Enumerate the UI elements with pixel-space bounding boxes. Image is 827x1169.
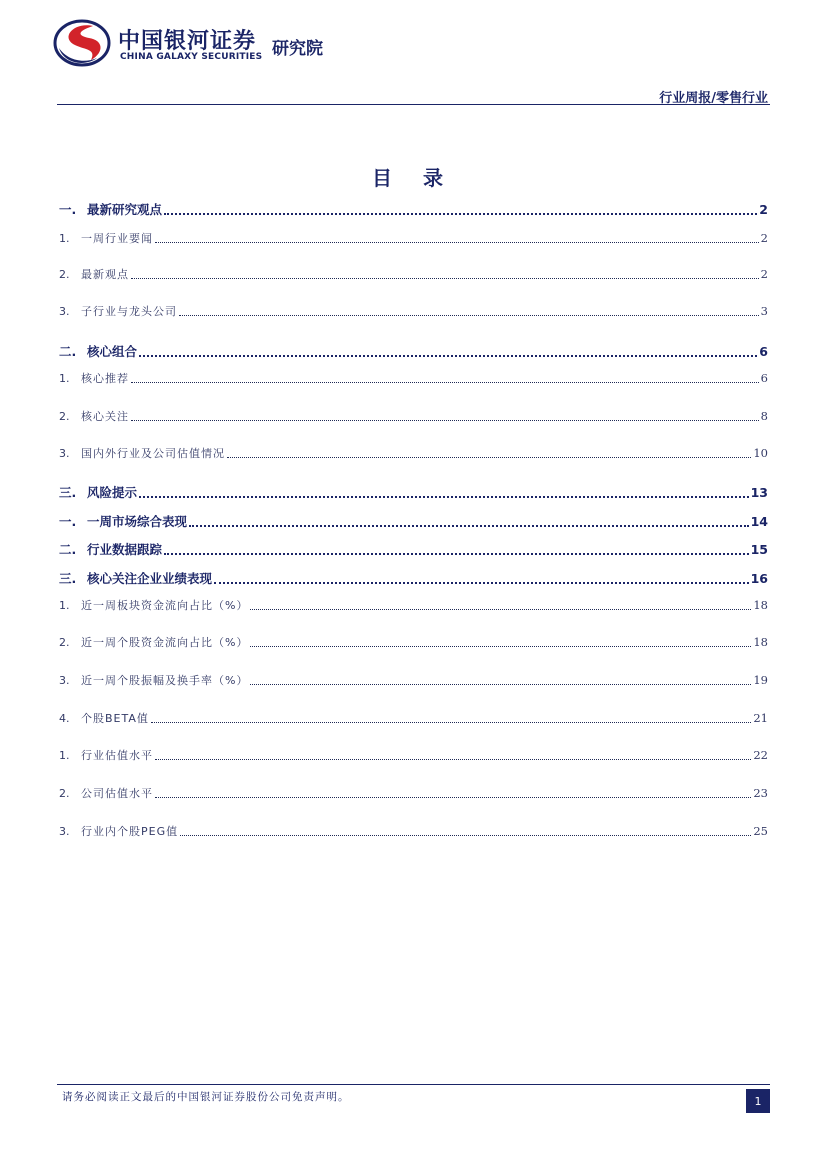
- report-type-label: 行业周报/零售行业: [659, 91, 768, 106]
- toc-entry-number: 1.: [59, 749, 70, 762]
- toc-entry-number: 2.: [59, 787, 70, 800]
- toc-entry-text: 核心推荐: [81, 372, 129, 385]
- toc-entry-title: [59, 785, 153, 801]
- toc-entry-page: 19: [753, 673, 768, 687]
- toc-entry-title: [59, 672, 248, 688]
- toc-entry-number: 3.: [59, 447, 70, 460]
- toc-entry-number: 3.: [59, 674, 70, 687]
- toc-entry-number: 一.: [59, 514, 77, 529]
- toc-leader-dots: [131, 419, 759, 421]
- toc-leader-dots: [155, 758, 751, 760]
- footer-divider: [57, 1084, 770, 1085]
- page-number-badge: 1: [746, 1089, 770, 1113]
- toc-entry-title: [59, 634, 248, 650]
- toc-entry[interactable]: [59, 230, 768, 246]
- toc-entry-text: 核心关注: [81, 410, 129, 423]
- toc-entry[interactable]: [59, 512, 768, 530]
- toc-entry-title: [59, 483, 137, 501]
- toc-entry-title: [59, 597, 248, 613]
- toc-entry[interactable]: [59, 747, 768, 763]
- toc-entry-text: 行业估值水平: [81, 749, 153, 762]
- toc-entry-number: 3.: [59, 825, 70, 838]
- toc-entry-number: 3.: [59, 305, 70, 318]
- toc-entry[interactable]: [59, 342, 768, 360]
- toc-entry-text: 最新观点: [81, 268, 129, 281]
- toc-leader-dots: [131, 381, 759, 383]
- toc-entry-title: [59, 540, 162, 558]
- toc-entry-title: [59, 445, 225, 461]
- toc-entry-text: 近一周个股振幅及换手率（%）: [81, 674, 249, 687]
- toc-leader-dots: [250, 645, 751, 647]
- toc-entry-page: 6: [760, 371, 768, 385]
- toc-entry-text: 国内外行业及公司估值情况: [81, 447, 225, 460]
- toc-entry-page: 6: [759, 344, 768, 359]
- toc-entry-text: 一周行业要闻: [81, 232, 153, 245]
- toc-entry-text: 最新研究观点: [87, 202, 163, 217]
- toc-entry-page: 23: [753, 786, 768, 800]
- toc-entry[interactable]: [59, 445, 768, 461]
- toc-entry-number: 2.: [59, 268, 70, 281]
- toc-entry-text: 行业内个股PEG值: [81, 825, 179, 838]
- toc-entry[interactable]: [59, 370, 768, 386]
- toc-entry-title: [59, 823, 178, 839]
- toc-entry-page: 15: [750, 542, 768, 557]
- toc-entry-page: 10: [753, 446, 768, 460]
- toc-leader-dots: [131, 277, 759, 279]
- toc-entry-text: 近一周个股资金流向占比（%）: [81, 636, 249, 649]
- toc-entry-page: 18: [753, 598, 768, 612]
- toc-leader-dots: [164, 212, 757, 215]
- toc-entry-number: 1.: [59, 372, 70, 385]
- toc-entry-page: 21: [753, 711, 768, 725]
- toc-entry-page: 3: [760, 304, 768, 318]
- toc-entry[interactable]: [59, 408, 768, 424]
- toc-entry-text: 个股BETA值: [81, 712, 149, 725]
- toc-leader-dots: [250, 608, 751, 610]
- toc-entry-title: [59, 747, 153, 763]
- toc-entry-title: [59, 342, 137, 360]
- toc-entry-number: 三.: [59, 571, 77, 586]
- toc-leader-dots: [180, 834, 751, 836]
- toc-entry-number: 1.: [59, 232, 70, 245]
- toc-leader-dots: [227, 456, 751, 458]
- toc-entry[interactable]: [59, 710, 768, 726]
- toc-leader-dots: [139, 354, 757, 357]
- toc-entry[interactable]: [59, 785, 768, 801]
- toc-entry-title: [59, 200, 162, 218]
- toc-entry-text: 一周市场综合表现: [87, 514, 188, 529]
- toc-entry-number: 2.: [59, 410, 70, 423]
- toc-entry-number: 1.: [59, 599, 70, 612]
- toc-entry-number: 二.: [59, 344, 77, 359]
- toc-entry[interactable]: [59, 200, 768, 218]
- toc-leader-dots: [155, 241, 759, 243]
- toc-entry[interactable]: [59, 266, 768, 282]
- toc-entry-text: 公司估值水平: [81, 787, 153, 800]
- toc-entry-page: 2: [759, 202, 768, 217]
- toc-entry-title: [59, 230, 153, 246]
- toc-entry-number: 2.: [59, 636, 70, 649]
- toc-entry-title: [59, 408, 129, 424]
- toc-leader-dots: [250, 683, 751, 685]
- toc-entry-text: 风险提示: [87, 485, 138, 500]
- toc-entry[interactable]: [59, 483, 768, 501]
- toc-leader-dots: [155, 796, 751, 798]
- toc-entry-page: 16: [750, 571, 768, 586]
- toc-entry[interactable]: [59, 569, 768, 587]
- toc-entry-page: 8: [760, 409, 768, 423]
- toc-leader-dots: [139, 495, 749, 498]
- toc-entry[interactable]: [59, 303, 768, 319]
- toc-entry-text: 近一周板块资金流向占比（%）: [81, 599, 249, 612]
- toc-entry[interactable]: [59, 823, 768, 839]
- toc-entry[interactable]: [59, 672, 768, 688]
- toc-entry-page: 13: [750, 485, 768, 500]
- institute-label: 研究院: [272, 39, 323, 59]
- toc-entry-text: 核心组合: [87, 344, 138, 359]
- toc-entry[interactable]: [59, 597, 768, 613]
- toc-entry-title: [59, 512, 187, 530]
- toc-entry-text: 行业数据跟踪: [87, 542, 163, 557]
- toc-title: 目 录: [372, 166, 455, 190]
- toc-entry-text: 核心关注企业业绩表现: [87, 571, 213, 586]
- toc-entry-title: [59, 370, 129, 386]
- toc-entry-number: 4.: [59, 712, 70, 725]
- toc-leader-dots: [214, 581, 749, 584]
- toc-entry-title: [59, 266, 129, 282]
- toc-entry-page: 2: [760, 231, 768, 245]
- toc-leader-dots: [189, 524, 749, 527]
- toc-entry-number: 三.: [59, 485, 77, 500]
- header-divider: [57, 104, 770, 105]
- toc-entry-page: 22: [753, 748, 768, 762]
- disclaimer-text: 请务必阅读正文最后的中国银河证券股份公司免责声明。: [62, 1091, 350, 1103]
- toc-leader-dots: [151, 721, 751, 723]
- toc-entry-page: 2: [760, 267, 768, 281]
- toc-entry-title: [59, 710, 149, 726]
- toc-entry-page: 25: [753, 824, 768, 838]
- toc-entry-number: 一.: [59, 202, 77, 217]
- toc-leader-dots: [164, 552, 749, 555]
- toc-entry-page: 14: [750, 514, 768, 529]
- toc-entry-number: 二.: [59, 542, 77, 557]
- toc-entry-title: [59, 569, 212, 587]
- toc-entry[interactable]: [59, 540, 768, 558]
- toc-entry-page: 18: [753, 635, 768, 649]
- toc-entry[interactable]: [59, 634, 768, 650]
- toc-entry-title: [59, 303, 177, 319]
- toc-leader-dots: [179, 314, 759, 316]
- china-galaxy-logo-icon: [53, 18, 111, 68]
- brand-name-cn: 中国银河证券: [118, 29, 257, 54]
- brand-name-en: CHINA GALAXY SECURITIES: [120, 52, 263, 62]
- toc-entry-text: 子行业与龙头公司: [81, 305, 177, 318]
